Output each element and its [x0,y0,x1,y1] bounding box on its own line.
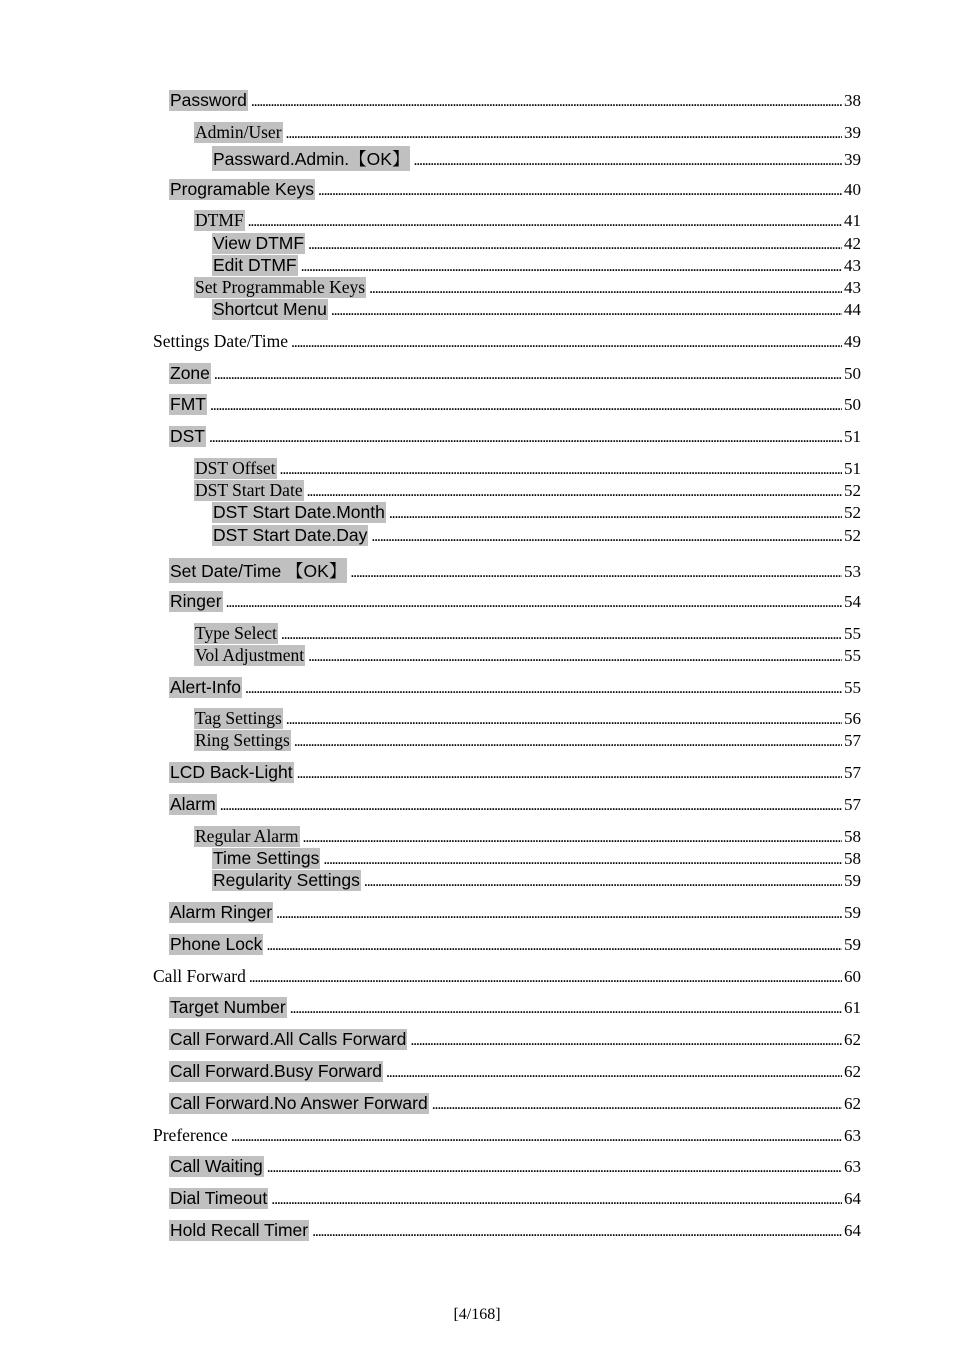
toc-entry-page-number: 53 [844,562,861,581]
toc-dot-leader [323,851,842,869]
toc-dot-leader [350,564,842,582]
toc-dot-leader [251,93,842,111]
toc-entry-title: Admin/User [195,122,282,142]
toc-entry-title: LCD Back-Light [170,762,293,782]
toc-entry-page-number: 51 [844,459,861,478]
toc-entry-page-number: 41 [844,211,861,230]
toc-entry-title: Shortcut Menu [213,299,327,319]
toc-entry[interactable] [169,363,861,384]
toc-entry-title: DST Offset [195,458,276,478]
toc-entry-page-number: 50 [844,395,861,414]
toc-entry-page-number: 44 [844,300,861,319]
toc-dot-leader [226,594,842,612]
toc-entry-title: Ring Settings [195,730,290,750]
toc-entry[interactable] [194,480,861,501]
toc-entry[interactable] [194,730,861,751]
toc-entry-title: Password [170,90,247,110]
toc-dot-leader [271,1191,842,1209]
toc-entry-title: Type Select [195,623,277,643]
toc-entry-title: Tag Settings [195,708,282,728]
toc-entry[interactable] [169,558,861,583]
toc-dot-leader [432,1096,842,1114]
toc-dot-leader [290,1000,842,1018]
toc-entry-title: Alert-Info [170,677,241,697]
toc-entry-page-number: 59 [844,903,861,922]
toc-entry-page-number: 64 [844,1221,861,1240]
toc-dot-leader [307,483,842,501]
toc-entry-page-number: 63 [844,1126,861,1145]
toc-dot-leader [280,461,842,479]
toc-dot-leader [249,969,842,987]
toc-entry-title: Call Forward.Busy Forward [170,1061,382,1081]
toc-dot-leader [318,182,842,200]
toc-dot-leader [281,626,842,644]
toc-entry-page-number: 57 [844,795,861,814]
toc-entry[interactable] [169,1093,861,1114]
toc-entry[interactable] [169,1061,861,1082]
toc-dot-leader [297,765,842,783]
toc-entry[interactable] [212,848,861,869]
toc-entry-title: Alarm [170,794,216,814]
toc-entry[interactable] [212,525,861,546]
toc-entry-page-number: 39 [844,123,861,142]
toc-dot-leader [286,711,842,729]
toc-entry-page-number: 62 [844,1030,861,1049]
toc-dot-leader [266,937,842,955]
toc-entry-title: Dial Timeout [170,1188,268,1208]
toc-entry-title: Call Forward [153,966,246,986]
toc-dot-leader [286,125,842,143]
toc-entry-title: Vol Adjustment [195,645,305,665]
toc-entry[interactable] [169,794,861,815]
toc-entry[interactable] [169,1156,861,1177]
toc-dot-leader [220,797,842,815]
toc-entry-title: Target Number [170,997,286,1017]
toc-entry[interactable] [212,233,861,254]
toc-entry-page-number: 55 [844,646,861,665]
toc-entry[interactable] [169,1220,861,1241]
toc-dot-leader [371,528,842,546]
toc-entry[interactable] [212,870,861,891]
toc-entry-page-number: 61 [844,998,861,1017]
toc-entry-title: Ringer [170,591,222,611]
toc-dot-leader [364,873,842,891]
toc-dot-leader [267,1159,842,1177]
toc-entry-title: Set Date/Time 【OK】 [169,558,347,583]
toc-entry-page-number: 43 [844,278,861,297]
toc-entry-page-number: 49 [844,332,861,351]
toc-entry[interactable] [169,394,861,415]
toc-entry-title: DST Start Date.Month [213,502,385,522]
toc-entry[interactable] [169,179,861,200]
toc-entry-page-number: 54 [844,592,861,611]
toc-entry-title: View DTMF [213,233,305,253]
toc-entry[interactable] [169,1188,861,1209]
toc-dot-leader [389,505,842,523]
toc-entry-page-number: 64 [844,1189,861,1208]
toc-dot-leader [248,213,842,231]
toc-dot-leader [413,152,842,170]
toc-entry-page-number: 43 [844,256,861,275]
toc-dot-leader [386,1064,842,1082]
toc-entry-page-number: 50 [844,364,861,383]
toc-dot-leader [276,905,842,923]
toc-dot-leader [301,258,842,276]
toc-entry-page-number: 55 [844,624,861,643]
toc-dot-leader [303,829,842,847]
toc-entry-page-number: 58 [844,827,861,846]
toc-entry[interactable] [169,1029,861,1050]
toc-entry-title: FMT [170,394,206,414]
toc-entry-title: Preference [153,1125,228,1145]
toc-dot-leader [245,680,842,698]
toc-entry-title: DST Start Date.Day [213,525,368,545]
toc-entry-page-number: 59 [844,935,861,954]
toc-dot-leader [308,236,842,254]
toc-entry-title: Set Programmable Keys [195,277,366,297]
toc-entry[interactable] [169,591,861,612]
toc-entry-page-number: 56 [844,709,861,728]
toc-entry[interactable] [169,934,861,955]
toc-dot-leader [214,366,842,384]
toc-entry-page-number: 55 [844,678,861,697]
toc-entry[interactable] [194,645,861,666]
toc-entry-page-number: 60 [844,967,861,986]
toc-entry-title: DST [170,426,205,446]
toc-entry[interactable] [153,966,861,987]
toc-entry-page-number: 62 [844,1094,861,1113]
toc-entry-page-number: 59 [844,871,861,890]
toc-entry-page-number: 63 [844,1157,861,1176]
toc-entry-title: Call Waiting [170,1156,263,1176]
toc-entry-page-number: 52 [844,526,861,545]
toc-entry[interactable] [169,997,861,1018]
toc-entry[interactable] [212,299,861,320]
page-footer-number: [4/168] [453,1306,501,1323]
toc-entry-title: Regularity Settings [213,870,360,890]
toc-entry[interactable] [169,426,861,447]
toc-entry-page-number: 57 [844,763,861,782]
toc-entry-page-number: 42 [844,234,861,253]
toc-entry-title: Hold Recall Timer [170,1220,309,1240]
toc-entry[interactable] [194,210,861,231]
toc-entry[interactable] [194,122,861,143]
toc-entry-title: Edit DTMF [213,255,297,275]
toc-entry-title: Call Forward.All Calls Forward [170,1029,407,1049]
toc-entry-title: Alarm Ringer [170,902,273,922]
toc-entry[interactable] [194,708,861,729]
toc-entry-page-number: 52 [844,503,861,522]
toc-entry[interactable] [212,146,861,171]
toc-entry[interactable] [212,255,861,276]
toc-entry[interactable] [194,458,861,479]
toc-dot-leader [331,302,842,320]
toc-dot-leader [308,648,842,666]
toc-entry-title: DST Start Date [195,480,303,500]
toc-entry-title: Time Settings [213,848,320,868]
toc-entry[interactable] [169,902,861,923]
toc-entry-page-number: 38 [844,91,861,110]
toc-dot-leader [291,334,842,352]
toc-entry-title: DTMF [195,210,244,230]
toc-entry-title: Phone Lock [170,934,263,954]
toc-entry-title: Passward.Admin.【OK】 [212,146,410,171]
toc-entry-title: Zone [170,363,210,383]
toc-entry[interactable] [194,826,861,847]
toc-entry-page-number: 58 [844,849,861,868]
toc-entry-title: Settings Date/Time [153,331,288,351]
toc-dot-leader [231,1128,842,1146]
toc-entry[interactable] [194,623,861,644]
toc-entry-title: Programable Keys [170,179,314,199]
toc-entry-page-number: 39 [844,150,861,169]
toc-entry-page-number: 62 [844,1062,861,1081]
toc-entry-page-number: 52 [844,481,861,500]
toc-entry[interactable] [153,1125,861,1146]
toc-entry-title: Call Forward.No Answer Forward [170,1093,428,1113]
toc-entry[interactable] [169,762,861,783]
toc-entry[interactable] [169,677,861,698]
toc-entry-page-number: 40 [844,180,861,199]
toc-entry-page-number: 51 [844,427,861,446]
toc-entry-title: Regular Alarm [195,826,299,846]
toc-entry-page-number: 57 [844,731,861,750]
toc-entry[interactable] [153,331,861,352]
toc-dot-leader [294,733,842,751]
toc-dot-leader [410,1032,842,1050]
toc-dot-leader [209,429,842,447]
toc-dot-leader [369,280,842,298]
toc-entry[interactable] [194,277,861,298]
toc-dot-leader [312,1223,842,1241]
toc-entry[interactable] [169,90,861,111]
toc-entry[interactable] [212,502,861,523]
toc-dot-leader [210,397,842,415]
